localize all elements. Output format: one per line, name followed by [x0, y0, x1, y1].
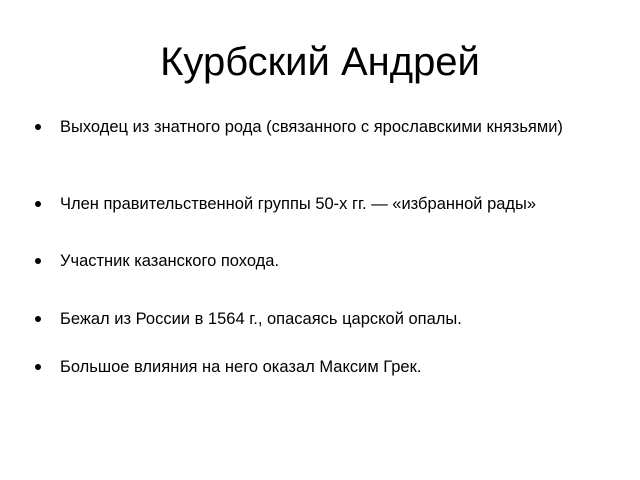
bullet-text: Выходец из знатного рода (связанного с ярославскими князьями)	[60, 118, 563, 136]
bullet-dot-icon	[35, 316, 41, 322]
bullet-text: Участник казанского похода.	[60, 252, 280, 270]
bullet-text: Бежал из России в 1564 г., опасаясь царской опалы.	[60, 310, 462, 328]
bullet-dot-icon	[35, 364, 41, 370]
bullet-dot-icon	[35, 201, 41, 207]
slide-title: Курбский Андрей	[160, 40, 480, 84]
bullet-text: Большое влияния на него оказал Максим Грек.	[60, 358, 422, 376]
bullet-dot-icon	[35, 124, 41, 130]
bullet-dot-icon	[35, 258, 41, 264]
bullet-text: Член правительственной группы 50-х гг. — «избранной рады»	[60, 195, 537, 213]
